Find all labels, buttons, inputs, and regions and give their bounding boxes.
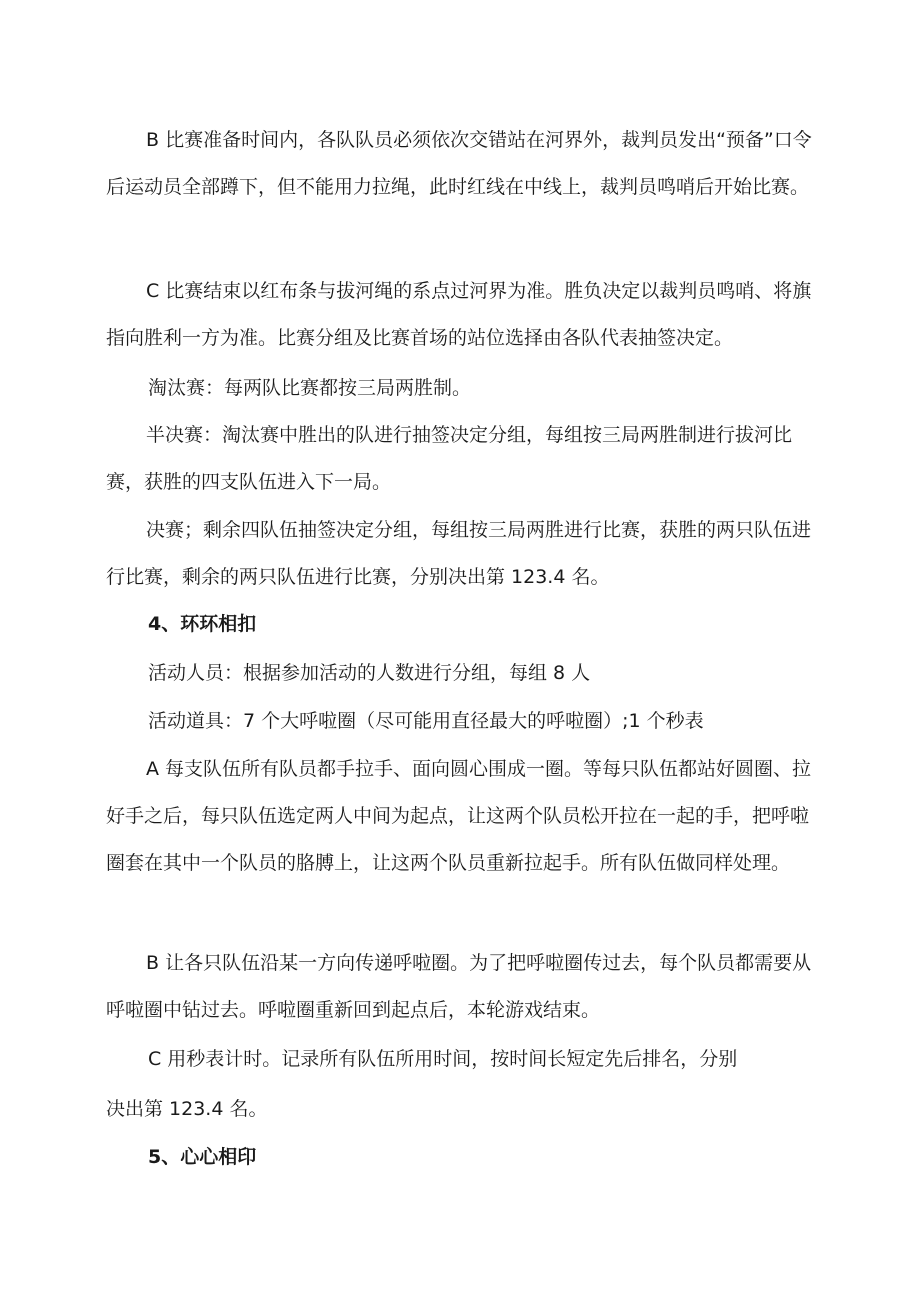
paragraph-c-end-rules: C 比赛结束以红布条与拔河绳的系点过河界为准。胜负决定以裁判员鸣哨、将旗指向胜利一方为准。比赛分组及比赛首场的站位选择由各队代表抽签决定。 — [106, 280, 812, 349]
section-heading-5: 5、心心相印 — [148, 1146, 257, 1168]
paragraph-semifinal: 半决赛：淘汰赛中胜出的队进行抽签决定分组，每组按三局两胜制进行拔河比赛，获胜的四支队伍进入下一局。 — [106, 424, 793, 493]
paragraph-knockout: 淘汰赛：每两队比赛都按三局两胜制。 — [148, 377, 472, 399]
paragraph-a-circle: A 每支队伍所有队员都手拉手、面向圆心围成一圈。等每只队伍都站好圆圈、拉好手之后，每只队伍选定两人中间为起点，让这两个队员松开拉在一起的手，把呼啦圈套在其中一个队员的胳膊上，让这两个队员重新拉起手。所有队伍做同样处理。 — [106, 758, 812, 874]
paragraph-b-start-rules: B 比赛准备时间内，各队队员必须依次交错站在河界外，裁判员发出“预备”口令后运动员全部蹲下，但不能用力拉绳，此时红线在中线上，裁判员鸣哨后开始比赛。 — [106, 129, 812, 198]
section-heading-4: 4、环环相扣 — [148, 613, 257, 635]
paragraph-c-timer-line1: C 用秒表计时。记录所有队伍所用时间，按时间长短定先后排名，分别 — [148, 1048, 738, 1070]
paragraph-participants: 活动人员：根据参加活动的人数进行分组，每组 8 人 — [148, 662, 591, 684]
paragraph-props: 活动道具：7 个大呼啦圈（尽可能用直径最大的呼啦圈）;1 个秒表 — [148, 710, 704, 732]
paragraph-b-pass: B 让各只队伍沿某一方向传递呼啦圈。为了把呼啦圈传过去，每个队员都需要从呼啦圈中钻过去。呼啦圈重新回到起点后，本轮游戏结束。 — [106, 952, 812, 1021]
paragraph-c-timer-line2: 决出第 123.4 名。 — [106, 1098, 268, 1120]
paragraph-final: 决赛；剩余四队伍抽签决定分组，每组按三局两胜进行比赛，获胜的两只队伍进行比赛，剩余的两只队伍进行比赛，分别决出第 123.4 名。 — [106, 519, 812, 588]
